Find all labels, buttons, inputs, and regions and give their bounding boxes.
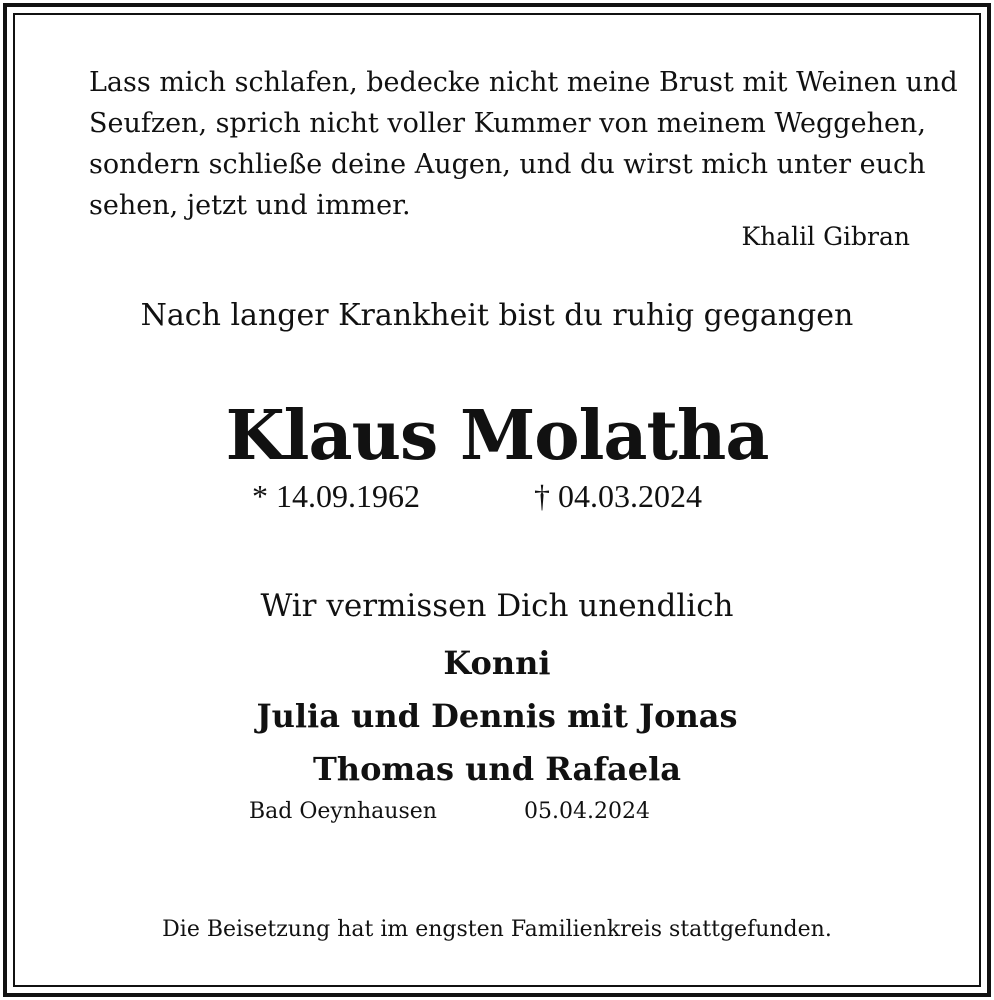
family-list [0,637,994,796]
intro-text: Nach langer Krankheit bist du ruhig gegangen [140,298,854,333]
poem-line: Lass mich schlafen, bedecke nicht meine Brust mit Weinen und [89,67,958,98]
poem-line: sondern schließe deine Augen, und du wirst mich unter euch [89,149,926,180]
burial-note: Die Beisetzung hat im engsten Familienkreis stattgefunden. [162,917,832,942]
deceased-name: Klaus Molatha [225,396,769,476]
birth-date: * 14.09.1962 [252,478,420,514]
poem-author: Khalil Gibran [741,222,910,251]
mourning-message: Wir vermissen Dich unendlich [260,588,734,624]
death-date: † 04.03.2024 [534,478,702,514]
place: Bad Oeynhausen [249,799,437,824]
family-member: Konni [443,644,551,682]
poem-quote [89,62,958,226]
notice-date: 05.04.2024 [524,799,650,824]
poem-line: sehen, jetzt und immer. [89,190,411,221]
poem-line: Seufzen, sprich nicht voller Kummer von meinem Weggehen, [89,108,926,139]
family-member: Thomas und Rafaela [312,750,682,788]
family-member: Julia und Dennis mit Jonas [256,697,738,735]
